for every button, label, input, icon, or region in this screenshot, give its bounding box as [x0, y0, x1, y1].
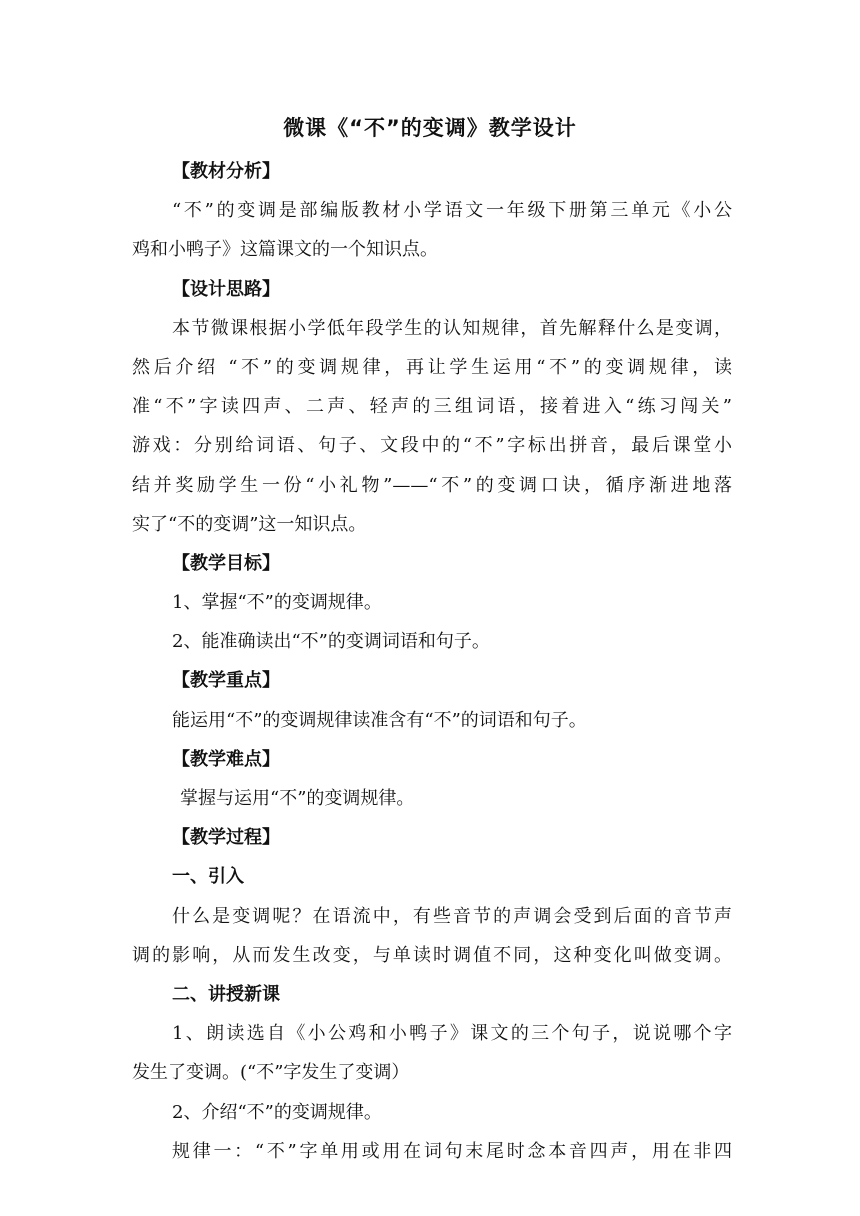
list-item: 1、掌握“不”的变调规律。: [172, 592, 382, 614]
paragraph-line: 1、朗读选自《小公鸡和小鸭子》课文的三个句子，说说哪个字: [172, 1023, 732, 1045]
section-heading-textbook-analysis: 【教材分析】: [172, 161, 280, 182]
section-heading-design-idea: 【设计思路】: [172, 278, 280, 300]
paragraph-line: 本节微课根据小学低年段学生的认知规律，首先解释什么是变调，: [172, 317, 732, 339]
paragraph-line: 规律一：“不”字单用或用在词句末尾时念本音四声，用在非四: [172, 1140, 732, 1162]
paragraph-line: 掌握与运用“不”的变调规律。: [180, 788, 415, 809]
document-title: 微课《“不”的变调》教学设计: [283, 116, 577, 140]
section-heading-teaching-goals: 【教学目标】: [172, 552, 280, 574]
section-heading-teaching-process: 【教学过程】: [172, 827, 280, 849]
section-heading-difficulties: 【教学难点】: [172, 748, 280, 770]
paragraph-line: 实了“不的变调”这一知识点。: [132, 513, 367, 535]
subheading-new-lesson: 二、讲授新课: [172, 983, 280, 1005]
paragraph-line: 准“不”字读四声、二声、轻声的三组词语，接着进入“练习闯关”: [132, 396, 732, 418]
paragraph-line: 结并奖励学生一份“小礼物”——“不”的变调口诀，循序渐进地落: [132, 474, 732, 496]
paragraph-line: 能运用“不”的变调规律读准含有“不”的词语和句子。: [172, 709, 587, 731]
document-body: [132, 152, 732, 1171]
paragraph-line: 2、介绍“不”的变调规律。: [172, 1101, 382, 1123]
list-item: 2、能准确读出“不”的变调词语和句子。: [172, 631, 490, 653]
paragraph-line: 鸡和小鸭子》这篇课文的一个知识点。: [132, 239, 438, 261]
subheading-introduction: 一、引入: [172, 866, 244, 888]
paragraph-line: 然后介绍 “不”的变调规律，再让学生运用“不”的变调规律，读: [132, 356, 732, 378]
paragraph-line: 调的影响，从而发生改变，与单读时调值不同，这种变化叫做变调。: [132, 944, 732, 966]
paragraph-line: 什么是变调呢？在语流中，有些音节的声调会受到后面的音节声: [172, 905, 732, 927]
paragraph-line: “不”的变调是部编版教材小学语文一年级下册第三单元《小公: [172, 200, 732, 222]
section-heading-key-points: 【教学重点】: [172, 670, 280, 692]
paragraph-line: 游戏：分别给词语、句子、文段中的“不”字标出拼音，最后课堂小: [132, 435, 732, 457]
paragraph-line: 发生了变调。(“不”字发生了变调）: [132, 1062, 410, 1084]
